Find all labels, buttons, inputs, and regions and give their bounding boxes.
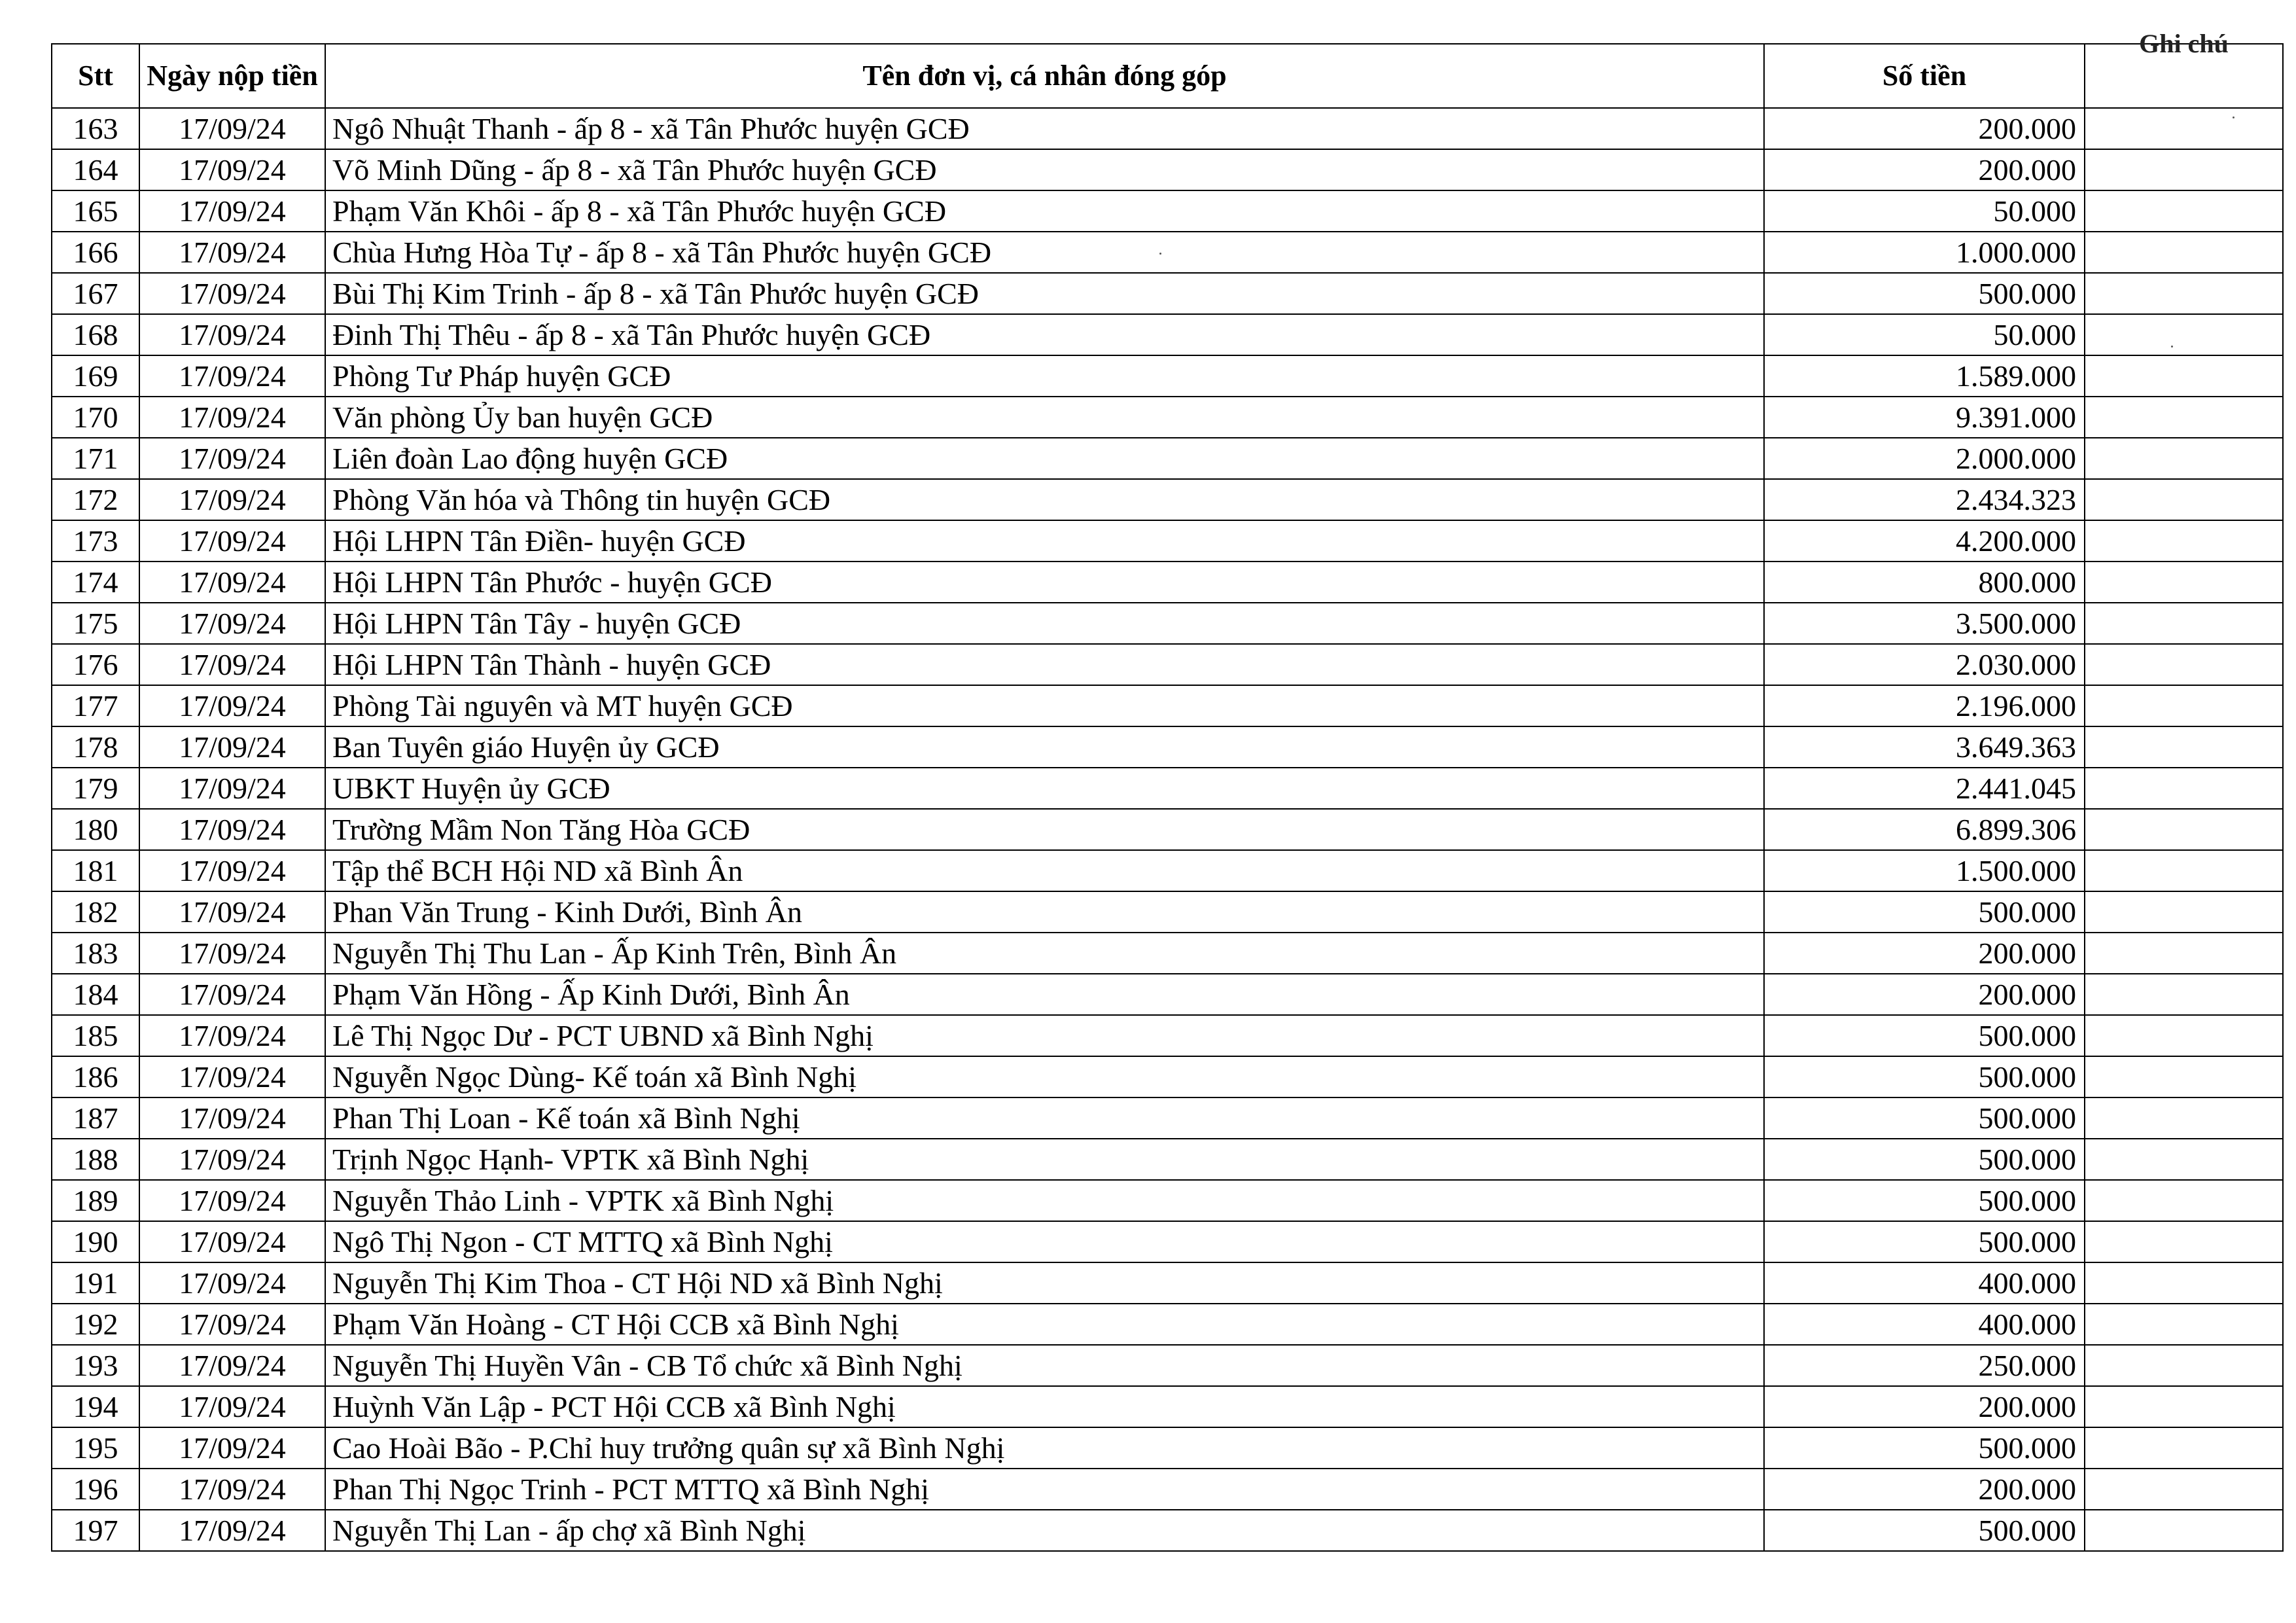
row-date: 17/09/24 — [139, 108, 325, 149]
row-amount: 200.000 — [1764, 933, 2085, 974]
table-row — [52, 809, 2283, 850]
row-amount: 500.000 — [1764, 1139, 2085, 1180]
row-contributor-name: Hội LHPN Tân Thành - huyện GCĐ — [325, 644, 1764, 685]
header-stt: Stt — [52, 44, 139, 108]
table-row — [52, 933, 2283, 974]
row-amount: 200.000 — [1764, 149, 2085, 190]
row-stt: 170 — [52, 397, 139, 438]
header-note — [2085, 29, 2283, 108]
row-amount: 200.000 — [1764, 1469, 2085, 1510]
header-note-label: Ghi chú — [2139, 29, 2229, 58]
row-stt: 188 — [52, 1139, 139, 1180]
row-date: 17/09/24 — [139, 1097, 325, 1139]
row-note — [2085, 355, 2283, 397]
row-amount: 200.000 — [1764, 108, 2085, 149]
row-contributor-name: Ngô Nhuật Thanh - ấp 8 - xã Tân Phước huyện GCĐ — [325, 108, 1764, 149]
row-stt: 196 — [52, 1469, 139, 1510]
row-contributor-name: Hội LHPN Tân Điền- huyện GCĐ — [325, 520, 1764, 562]
row-note — [2085, 685, 2283, 726]
row-stt: 192 — [52, 1304, 139, 1345]
row-note — [2085, 314, 2283, 355]
row-amount: 500.000 — [1764, 1221, 2085, 1262]
row-contributor-name: Huỳnh Văn Lập - PCT Hội CCB xã Bình Nghị — [325, 1386, 1764, 1427]
table-row — [52, 974, 2283, 1015]
row-contributor-name: Nguyễn Thị Kim Thoa - CT Hội ND xã Bình Nghị — [325, 1262, 1764, 1304]
row-amount: 9.391.000 — [1764, 397, 2085, 438]
row-date: 17/09/24 — [139, 190, 325, 232]
row-amount: 500.000 — [1764, 891, 2085, 933]
table-row — [52, 1510, 2283, 1551]
row-contributor-name: Phan Thị Loan - Kế toán xã Bình Nghị — [325, 1097, 1764, 1139]
row-date: 17/09/24 — [139, 1510, 325, 1551]
row-date: 17/09/24 — [139, 397, 325, 438]
row-amount: 500.000 — [1764, 1097, 2085, 1139]
row-note — [2085, 891, 2283, 933]
row-amount: 500.000 — [1764, 1015, 2085, 1056]
row-amount: 400.000 — [1764, 1262, 2085, 1304]
row-note — [2085, 1510, 2283, 1551]
row-note — [2085, 809, 2283, 850]
row-note — [2085, 108, 2283, 149]
row-amount: 400.000 — [1764, 1304, 2085, 1345]
row-amount: 2.196.000 — [1764, 685, 2085, 726]
row-stt: 185 — [52, 1015, 139, 1056]
row-contributor-name: Nguyễn Thị Huyền Vân - CB Tổ chức xã Bình Nghị — [325, 1345, 1764, 1386]
row-amount: 50.000 — [1764, 314, 2085, 355]
row-stt: 172 — [52, 479, 139, 520]
row-date: 17/09/24 — [139, 685, 325, 726]
row-amount: 2.030.000 — [1764, 644, 2085, 685]
donation-table — [51, 29, 2284, 1552]
row-date: 17/09/24 — [139, 809, 325, 850]
table-header — [52, 29, 2283, 108]
row-stt: 187 — [52, 1097, 139, 1139]
row-stt: 166 — [52, 232, 139, 273]
row-date: 17/09/24 — [139, 520, 325, 562]
row-contributor-name: Ngô Thị Ngon - CT MTTQ xã Bình Nghị — [325, 1221, 1764, 1262]
row-date: 17/09/24 — [139, 1386, 325, 1427]
row-date: 17/09/24 — [139, 355, 325, 397]
row-stt: 165 — [52, 190, 139, 232]
row-date: 17/09/24 — [139, 232, 325, 273]
row-stt: 194 — [52, 1386, 139, 1427]
row-note — [2085, 397, 2283, 438]
table-row — [52, 685, 2283, 726]
row-amount: 200.000 — [1764, 974, 2085, 1015]
row-note — [2085, 562, 2283, 603]
row-stt: 175 — [52, 603, 139, 644]
row-stt: 178 — [52, 726, 139, 768]
row-date: 17/09/24 — [139, 479, 325, 520]
header-row — [52, 44, 2283, 108]
table-row — [52, 1015, 2283, 1056]
row-stt: 179 — [52, 768, 139, 809]
row-stt: 181 — [52, 850, 139, 891]
row-contributor-name: Bùi Thị Kim Trinh - ấp 8 - xã Tân Phước huyện GCĐ — [325, 273, 1764, 314]
row-contributor-name: Phạm Văn Hoàng - CT Hội CCB xã Bình Nghị — [325, 1304, 1764, 1345]
table-row — [52, 1139, 2283, 1180]
table-row — [52, 644, 2283, 685]
row-amount: 200.000 — [1764, 1386, 2085, 1427]
row-date: 17/09/24 — [139, 1139, 325, 1180]
row-note — [2085, 1262, 2283, 1304]
table-row — [52, 397, 2283, 438]
row-note — [2085, 479, 2283, 520]
row-note — [2085, 603, 2283, 644]
row-contributor-name: Hội LHPN Tân Tây - huyện GCĐ — [325, 603, 1764, 644]
table-row — [52, 1056, 2283, 1097]
table-row — [52, 520, 2283, 562]
row-amount: 500.000 — [1764, 1427, 2085, 1469]
row-contributor-name: Phòng Tư Pháp huyện GCĐ — [325, 355, 1764, 397]
row-date: 17/09/24 — [139, 768, 325, 809]
row-date: 17/09/24 — [139, 1262, 325, 1304]
row-stt: 184 — [52, 974, 139, 1015]
table-row — [52, 891, 2283, 933]
row-contributor-name: Tập thể BCH Hội ND xã Bình Ân — [325, 850, 1764, 891]
row-note — [2085, 1386, 2283, 1427]
row-date: 17/09/24 — [139, 1469, 325, 1510]
table-row — [52, 149, 2283, 190]
row-date: 17/09/24 — [139, 1056, 325, 1097]
row-contributor-name: Liên đoàn Lao động huyện GCĐ — [325, 438, 1764, 479]
scan-speck — [2233, 116, 2234, 118]
row-contributor-name: Nguyễn Thị Lan - ấp chợ xã Bình Nghị — [325, 1510, 1764, 1551]
row-amount: 3.500.000 — [1764, 603, 2085, 644]
row-stt: 168 — [52, 314, 139, 355]
row-note — [2085, 190, 2283, 232]
row-note — [2085, 1015, 2283, 1056]
row-stt: 193 — [52, 1345, 139, 1386]
row-amount: 500.000 — [1764, 1056, 2085, 1097]
row-date: 17/09/24 — [139, 726, 325, 768]
row-amount: 250.000 — [1764, 1345, 2085, 1386]
table-row — [52, 726, 2283, 768]
row-stt: 164 — [52, 149, 139, 190]
header-name: Tên đơn vị, cá nhân đóng góp — [325, 44, 1764, 108]
table-row — [52, 355, 2283, 397]
row-stt: 167 — [52, 273, 139, 314]
table-row — [52, 1097, 2283, 1139]
row-amount: 4.200.000 — [1764, 520, 2085, 562]
table-row — [52, 232, 2283, 273]
row-stt: 173 — [52, 520, 139, 562]
row-stt: 191 — [52, 1262, 139, 1304]
row-amount: 6.899.306 — [1764, 809, 2085, 850]
row-contributor-name: Hội LHPN Tân Phước - huyện GCĐ — [325, 562, 1764, 603]
table-row — [52, 850, 2283, 891]
row-date: 17/09/24 — [139, 933, 325, 974]
row-stt: 163 — [52, 108, 139, 149]
row-stt: 190 — [52, 1221, 139, 1262]
table-row — [52, 190, 2283, 232]
row-stt: 176 — [52, 644, 139, 685]
row-amount: 2.000.000 — [1764, 438, 2085, 479]
row-contributor-name: UBKT Huyện ủy GCĐ — [325, 768, 1764, 809]
row-note — [2085, 1056, 2283, 1097]
row-note — [2085, 1180, 2283, 1221]
row-amount: 1.000.000 — [1764, 232, 2085, 273]
row-date: 17/09/24 — [139, 1427, 325, 1469]
donation-table-container — [51, 29, 2276, 1552]
row-contributor-name: Phan Văn Trung - Kinh Dưới, Bình Ân — [325, 891, 1764, 933]
row-note — [2085, 850, 2283, 891]
row-date: 17/09/24 — [139, 314, 325, 355]
row-date: 17/09/24 — [139, 273, 325, 314]
row-date: 17/09/24 — [139, 850, 325, 891]
row-contributor-name: Chùa Hưng Hòa Tự - ấp 8 - xã Tân Phước huyện GCĐ — [325, 232, 1764, 273]
row-amount: 500.000 — [1764, 1180, 2085, 1221]
row-note — [2085, 1427, 2283, 1469]
table-row — [52, 1180, 2283, 1221]
row-contributor-name: Nguyễn Thảo Linh - VPTK xã Bình Nghị — [325, 1180, 1764, 1221]
row-date: 17/09/24 — [139, 149, 325, 190]
row-stt: 174 — [52, 562, 139, 603]
row-note — [2085, 273, 2283, 314]
row-note — [2085, 974, 2283, 1015]
row-amount: 1.589.000 — [1764, 355, 2085, 397]
row-contributor-name: Nguyễn Thị Thu Lan - Ấp Kinh Trên, Bình Ân — [325, 933, 1764, 974]
row-contributor-name: Lê Thị Ngọc Dư - PCT UBND xã Bình Nghị — [325, 1015, 1764, 1056]
row-note — [2085, 1139, 2283, 1180]
table-row — [52, 1221, 2283, 1262]
row-date: 17/09/24 — [139, 1345, 325, 1386]
row-note — [2085, 1097, 2283, 1139]
header-date: Ngày nộp tiền — [139, 44, 325, 108]
row-stt: 189 — [52, 1180, 139, 1221]
row-note — [2085, 232, 2283, 273]
row-stt: 183 — [52, 933, 139, 974]
row-stt: 180 — [52, 809, 139, 850]
row-note — [2085, 438, 2283, 479]
row-contributor-name: Phạm Văn Khôi - ấp 8 - xã Tân Phước huyện GCĐ — [325, 190, 1764, 232]
row-contributor-name: Trịnh Ngọc Hạnh- VPTK xã Bình Nghị — [325, 1139, 1764, 1180]
row-date: 17/09/24 — [139, 603, 325, 644]
table-row — [52, 273, 2283, 314]
row-amount: 500.000 — [1764, 273, 2085, 314]
scan-speck — [2171, 346, 2173, 348]
row-contributor-name: Võ Minh Dũng - ấp 8 - xã Tân Phước huyện GCĐ — [325, 149, 1764, 190]
table-row — [52, 1262, 2283, 1304]
row-note — [2085, 768, 2283, 809]
row-contributor-name: Trường Mầm Non Tăng Hòa GCĐ — [325, 809, 1764, 850]
row-stt: 169 — [52, 355, 139, 397]
table-row — [52, 1427, 2283, 1469]
row-contributor-name: Phan Thị Ngọc Trinh - PCT MTTQ xã Bình Nghị — [325, 1469, 1764, 1510]
row-note — [2085, 933, 2283, 974]
table-row — [52, 108, 2283, 149]
row-contributor-name: Cao Hoài Bão - P.Chỉ huy trưởng quân sự xã Bình Nghị — [325, 1427, 1764, 1469]
row-contributor-name: Phòng Tài nguyên và MT huyện GCĐ — [325, 685, 1764, 726]
table-row — [52, 1304, 2283, 1345]
row-note — [2085, 1304, 2283, 1345]
table-row — [52, 1386, 2283, 1427]
table-row — [52, 479, 2283, 520]
row-contributor-name: Ban Tuyên giáo Huyện ủy GCĐ — [325, 726, 1764, 768]
row-date: 17/09/24 — [139, 1180, 325, 1221]
row-date: 17/09/24 — [139, 562, 325, 603]
row-stt: 195 — [52, 1427, 139, 1469]
row-stt: 171 — [52, 438, 139, 479]
row-note — [2085, 1469, 2283, 1510]
row-stt: 186 — [52, 1056, 139, 1097]
row-contributor-name: Đinh Thị Thêu - ấp 8 - xã Tân Phước huyện GCĐ — [325, 314, 1764, 355]
row-date: 17/09/24 — [139, 891, 325, 933]
row-note — [2085, 149, 2283, 190]
table-row — [52, 1469, 2283, 1510]
row-amount: 3.649.363 — [1764, 726, 2085, 768]
row-amount: 1.500.000 — [1764, 850, 2085, 891]
scan-speck — [1159, 253, 1161, 255]
row-contributor-name: Nguyễn Ngọc Dùng- Kế toán xã Bình Nghị — [325, 1056, 1764, 1097]
table-body — [52, 108, 2283, 1551]
table-row — [52, 438, 2283, 479]
row-date: 17/09/24 — [139, 1015, 325, 1056]
row-contributor-name: Văn phòng Ủy ban huyện GCĐ — [325, 397, 1764, 438]
row-date: 17/09/24 — [139, 1221, 325, 1262]
row-note — [2085, 644, 2283, 685]
row-contributor-name: Phòng Văn hóa và Thông tin huyện GCĐ — [325, 479, 1764, 520]
table-row — [52, 603, 2283, 644]
row-date: 17/09/24 — [139, 644, 325, 685]
row-note — [2085, 726, 2283, 768]
table-row — [52, 314, 2283, 355]
row-stt: 177 — [52, 685, 139, 726]
row-date: 17/09/24 — [139, 974, 325, 1015]
row-stt: 182 — [52, 891, 139, 933]
header-amount: Số tiền — [1764, 44, 2085, 108]
row-contributor-name: Phạm Văn Hồng - Ấp Kinh Dưới, Bình Ân — [325, 974, 1764, 1015]
row-amount: 500.000 — [1764, 1510, 2085, 1551]
row-date: 17/09/24 — [139, 438, 325, 479]
table-row — [52, 768, 2283, 809]
row-date: 17/09/24 — [139, 1304, 325, 1345]
row-amount: 2.441.045 — [1764, 768, 2085, 809]
row-amount: 2.434.323 — [1764, 479, 2085, 520]
row-amount: 800.000 — [1764, 562, 2085, 603]
row-amount: 50.000 — [1764, 190, 2085, 232]
table-row — [52, 1345, 2283, 1386]
row-note — [2085, 520, 2283, 562]
row-note — [2085, 1221, 2283, 1262]
row-note — [2085, 1345, 2283, 1386]
table-row — [52, 562, 2283, 603]
row-stt: 197 — [52, 1510, 139, 1551]
